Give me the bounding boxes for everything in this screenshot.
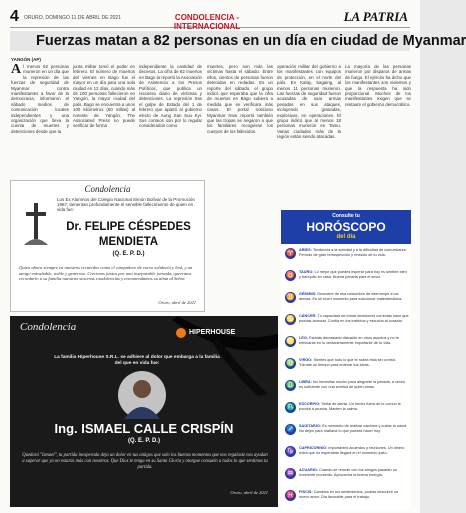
zodiac-sign-name: SAGITARIO: bbox=[299, 424, 323, 428]
zodiac-sign-icon: ♉ bbox=[286, 272, 295, 279]
horoscope-text bbox=[299, 248, 409, 257]
horoscope-text bbox=[299, 270, 409, 279]
deceased-name: Dr. FELIPE CÉSPEDES bbox=[66, 221, 191, 233]
horoscope-sign-item bbox=[285, 424, 409, 444]
horoscope-sign-item bbox=[285, 248, 409, 268]
article-byline: YANGÓN (AP) bbox=[11, 57, 41, 62]
zodiac-sign-text: Tendencia a la soledad y a la dificultad de comunicarse. Período de gran retrospección y revisión de tu vida. bbox=[299, 248, 407, 257]
horoscope-text bbox=[299, 424, 409, 433]
horoscope-subtitle: Consulte tu bbox=[332, 213, 360, 219]
article-headline: Fuerzas matan a 82 personas en un día en ciudad de Myanmar bbox=[36, 33, 466, 49]
zodiac-sign-text: Importantes acuerdos y reuniones. Un dinero extra que no esperabas llegará en el momento justo. bbox=[299, 446, 405, 455]
obituary-signature: Oruro, abril de 2021 bbox=[158, 300, 196, 305]
horoscope-text bbox=[299, 446, 409, 455]
obituary-intro: La familia Hiperhouse S.R.L. se adhiere al dolor que embarga a la familia del que en vida fue: bbox=[54, 355, 220, 366]
article-column-3 bbox=[139, 64, 202, 176]
obituary-heading: Condolencia bbox=[20, 321, 77, 333]
horoscope-sign-item bbox=[285, 358, 409, 378]
article-column-5 bbox=[277, 64, 341, 204]
horoscope-text bbox=[299, 336, 409, 345]
zodiac-sign-text: Estarás demasiado distraído en otros asuntos y no te enfocarás en lo verdaderamente importante de tu vida. bbox=[299, 336, 399, 345]
article-text: independiente la cantidad de decesos. La cifra de 82 muertos en Bago la reportó la Asociación de Asistencia a los Presos Políticos, que publica un recuento diario de víctimas y detenciones. La represión tras el golpe de Estado del 1 de febrero que apartó al gobierno electo de Aung San Suu Kyi. Sus conteos son por lo regular considerados como bbox=[139, 64, 202, 129]
page-number: 4 bbox=[10, 8, 19, 25]
deceased-portrait bbox=[118, 371, 166, 419]
zodiac-sign-icon: ♒ bbox=[286, 470, 295, 477]
article-column-2 bbox=[73, 64, 135, 176]
zodiac-sign-name: LEO: bbox=[299, 336, 310, 340]
zodiac-sign-text: Sientes que todo lo que te rodea está sin control. Tómate un tiempo para ordenar tus ideas. bbox=[299, 358, 397, 367]
zodiac-sign-text: Cuando se reúnan con tus amigos pasarán un excelente momento. Aprovecha la buena energía. bbox=[299, 468, 397, 477]
horoscope-day: del día bbox=[336, 234, 356, 240]
zodiac-sign-name: VIRGO: bbox=[299, 358, 314, 362]
obituary-signature: Oruro, abril de 2021 bbox=[230, 490, 268, 495]
zodiac-sign-icon: ♓ bbox=[286, 492, 295, 499]
zodiac-sign-name: CÁNCER: bbox=[299, 314, 318, 318]
horoscope-text bbox=[299, 380, 409, 389]
zodiac-sign-name: ACUARIO: bbox=[299, 468, 320, 472]
article-text: junta militar tomó el poder en febrero. El número de muertos del viernes en Bago fue el mayor en un día para una sola ciudad en 12 días, cuando más de 100 personas fallecieron en Yangón, la mayor ciudad del país. Bago se encuentra a unos 100 kilómetros (60 millas) al noreste de Yangón. The Associated Press no puede verificar de forma bbox=[73, 64, 136, 129]
zodiac-sign-name: PISCIS: bbox=[299, 490, 314, 494]
page-date: ORURO, DOMINGO 11 DE ABRIL DE 2021 bbox=[24, 15, 121, 21]
page-header bbox=[10, 8, 410, 31]
zodiac-sign-name: ESCORPIO: bbox=[299, 402, 322, 406]
obituary-notice-2 bbox=[10, 316, 278, 507]
horoscope-text bbox=[299, 468, 409, 477]
deceased-name: Ing. ISMAEL CALLE CRISPÍN bbox=[54, 421, 234, 436]
logo-mark-icon bbox=[176, 328, 186, 338]
zodiac-sign-icon: ♌ bbox=[286, 338, 295, 345]
person-photo-icon bbox=[118, 371, 166, 419]
section-title: CONDOLENCIA - INTERNACIONAL bbox=[173, 13, 241, 31]
zodiac-sign-name: TAURO: bbox=[299, 270, 315, 274]
zodiac-sign-text: Es momento de realizar cambios y cuidar tu salud. No dejes para mañana lo que puedes hacer hoy. bbox=[299, 424, 408, 433]
deceased-surname: MENDIETA bbox=[98, 236, 159, 248]
zodiac-sign-name: GÉMINIS: bbox=[299, 292, 318, 296]
logo-text: HIPERHOUSE bbox=[189, 329, 236, 336]
obituary-body: Quien ahora siempre en nuestros recuerdos como el compañero de curso solidario y leal, y un amigo entrañable, noble y generoso. Crecimos juntos por una inseparable jornada, queremos recordarlo a su familia nuestras sinceras condolencias y encomendamos su alma al Señor. bbox=[19, 265, 193, 282]
article-column-4 bbox=[207, 64, 273, 310]
zodiac-sign-icon: ♐ bbox=[286, 426, 295, 433]
zodiac-sign-text: Tu capacidad de tomar decisiones correctas hace que puedas avanzar. Confía en tus instintos y escucha al corazón. bbox=[299, 314, 409, 323]
horoscope-box bbox=[281, 210, 411, 510]
horoscope-banner bbox=[281, 210, 411, 244]
horoscope-text bbox=[299, 292, 409, 301]
article-dropcap: A bbox=[11, 62, 22, 77]
obituary-notice-1 bbox=[10, 180, 205, 312]
horoscope-sign-item bbox=[285, 402, 409, 422]
rip-label: (Q. E. P. D.) bbox=[128, 438, 160, 444]
horoscope-text bbox=[299, 358, 409, 367]
zodiac-sign-icon: ♍ bbox=[286, 360, 295, 367]
article-headline-bar bbox=[10, 31, 466, 51]
horoscope-sign-item bbox=[285, 270, 409, 290]
zodiac-sign-text: No necesitas mucho para alegrarte la jornada, a veces es suficiente con una sonrisa de quien amas. bbox=[299, 380, 405, 389]
horoscope-sign-item bbox=[285, 468, 409, 488]
horoscope-text bbox=[299, 490, 409, 499]
horoscope-sign-item bbox=[285, 380, 409, 400]
horoscope-sign-item bbox=[285, 490, 409, 510]
zodiac-sign-icon: ♈ bbox=[286, 250, 295, 257]
zodiac-sign-icon: ♋ bbox=[286, 316, 295, 323]
article-column-1 bbox=[11, 64, 69, 176]
horoscope-title: HORÓSCOPO bbox=[306, 220, 386, 234]
zodiac-sign-icon: ♊ bbox=[286, 294, 295, 301]
zodiac-sign-icon: ♑ bbox=[286, 448, 295, 455]
zodiac-sign-name: CAPRICORNIO: bbox=[299, 446, 329, 450]
zodiac-sign-text: Lo mejor que puedes esperar para hoy es sentirte bien y tranquilo en casa. Buena jornada para el amor. bbox=[299, 270, 407, 279]
horoscope-text bbox=[299, 314, 409, 323]
zodiac-sign-icon: ♏ bbox=[286, 404, 295, 411]
horoscope-text bbox=[299, 402, 409, 411]
article-text: operación militar del gobierno a los manifestantes con equipos de protección, en el norte del país. En Kalay, Sagaing, al menos 11 personas murieron. Las fuerzas de seguridad fueron acusadas de usar armas pesadas en sus ataques, incluyendo granadas, explosivos, en operaciones. El grupo indicó que al menos 18 personas murieron en Tamu. Varias ciudades más de la región están siendo atacadas. bbox=[277, 64, 341, 140]
zodiac-sign-text: Cambios en tus sentimientos, podrás descubrir un nuevo amor. Día favorable para el trabajo. bbox=[299, 490, 399, 499]
zodiac-sign-name: LIBRA: bbox=[299, 380, 313, 384]
horoscope-sign-item bbox=[285, 336, 409, 356]
hiperhouse-logo bbox=[176, 328, 236, 339]
obituary-heading: Condolencia bbox=[84, 184, 131, 194]
article-text: La mayoría de las personas murieron por disparos de armas de fuego. El ejército ha dicho que los manifestantes son violentos y que la respuesta ha sido proporcional. Muchos de los manifestantes exigen que se restaure el gobierno democrático. bbox=[345, 64, 411, 107]
zodiac-sign-text: Descubre de esa costumbre de interrumpir a los demás. Es un buen momento para solucionar malentendidos. bbox=[299, 292, 403, 301]
horoscope-sign-item bbox=[285, 314, 409, 334]
obituary-body: Quedará "Ismael", tu partida inesperada deja un dolor en tus amigos que solo los buenos momentos que nos regalaste nos ayudan a superar que ya no estarás más con nosotros. Que Dios te tenga en su Santa Gloria y otorgue consuelo a todos lo que sentimos tu partida. bbox=[22, 453, 268, 470]
rip-label: (Q. E. P. D.) bbox=[112, 251, 145, 257]
zodiac-sign-name: ARIES: bbox=[299, 248, 313, 252]
article-column-6 bbox=[345, 64, 411, 204]
horoscope-sign-item bbox=[285, 292, 409, 312]
zodiac-sign-text: Señal de alerta. Un hecho fuera de lo común te pondrá a prueba. Mantén la calma. bbox=[299, 402, 401, 411]
article-text: muertes, pero son más las víctimas hasta el sábado. Entre ellos, cientos de personas fueron detenidas en redadas. Es un reporte del sábado, el grupo indicó que esperaba que la cifra de muertos en Bago subiera a medida que se verificara más casos. El portal noticioso Myanmar Now reportó también que las tropas se negaron a que los familiares recogieran los cuerpos de los fallecidos. bbox=[207, 64, 273, 134]
zodiac-sign-icon: ♎ bbox=[286, 382, 295, 389]
newspaper-logo: LA PATRIA bbox=[343, 9, 408, 24]
horoscope-sign-item bbox=[285, 446, 409, 466]
article-text: l menos 82 personas murieron en un día que la represión de las fuerzas de seguridad de Myanmar contra manifestantes a favor de la democracia, informaron el sábado medios de comunicación locales independientes y una organización que lleva la cuenta de muertes y detenciones desde que la bbox=[11, 64, 69, 134]
obituary-intro: Los Ex Alumnos del Colegio Nacional Simón Bolívar de la Promoción 1967, lamentan profundamente el sensible fallecimiento de quien en vida fue: bbox=[57, 197, 195, 213]
cross-icon bbox=[21, 201, 51, 247]
